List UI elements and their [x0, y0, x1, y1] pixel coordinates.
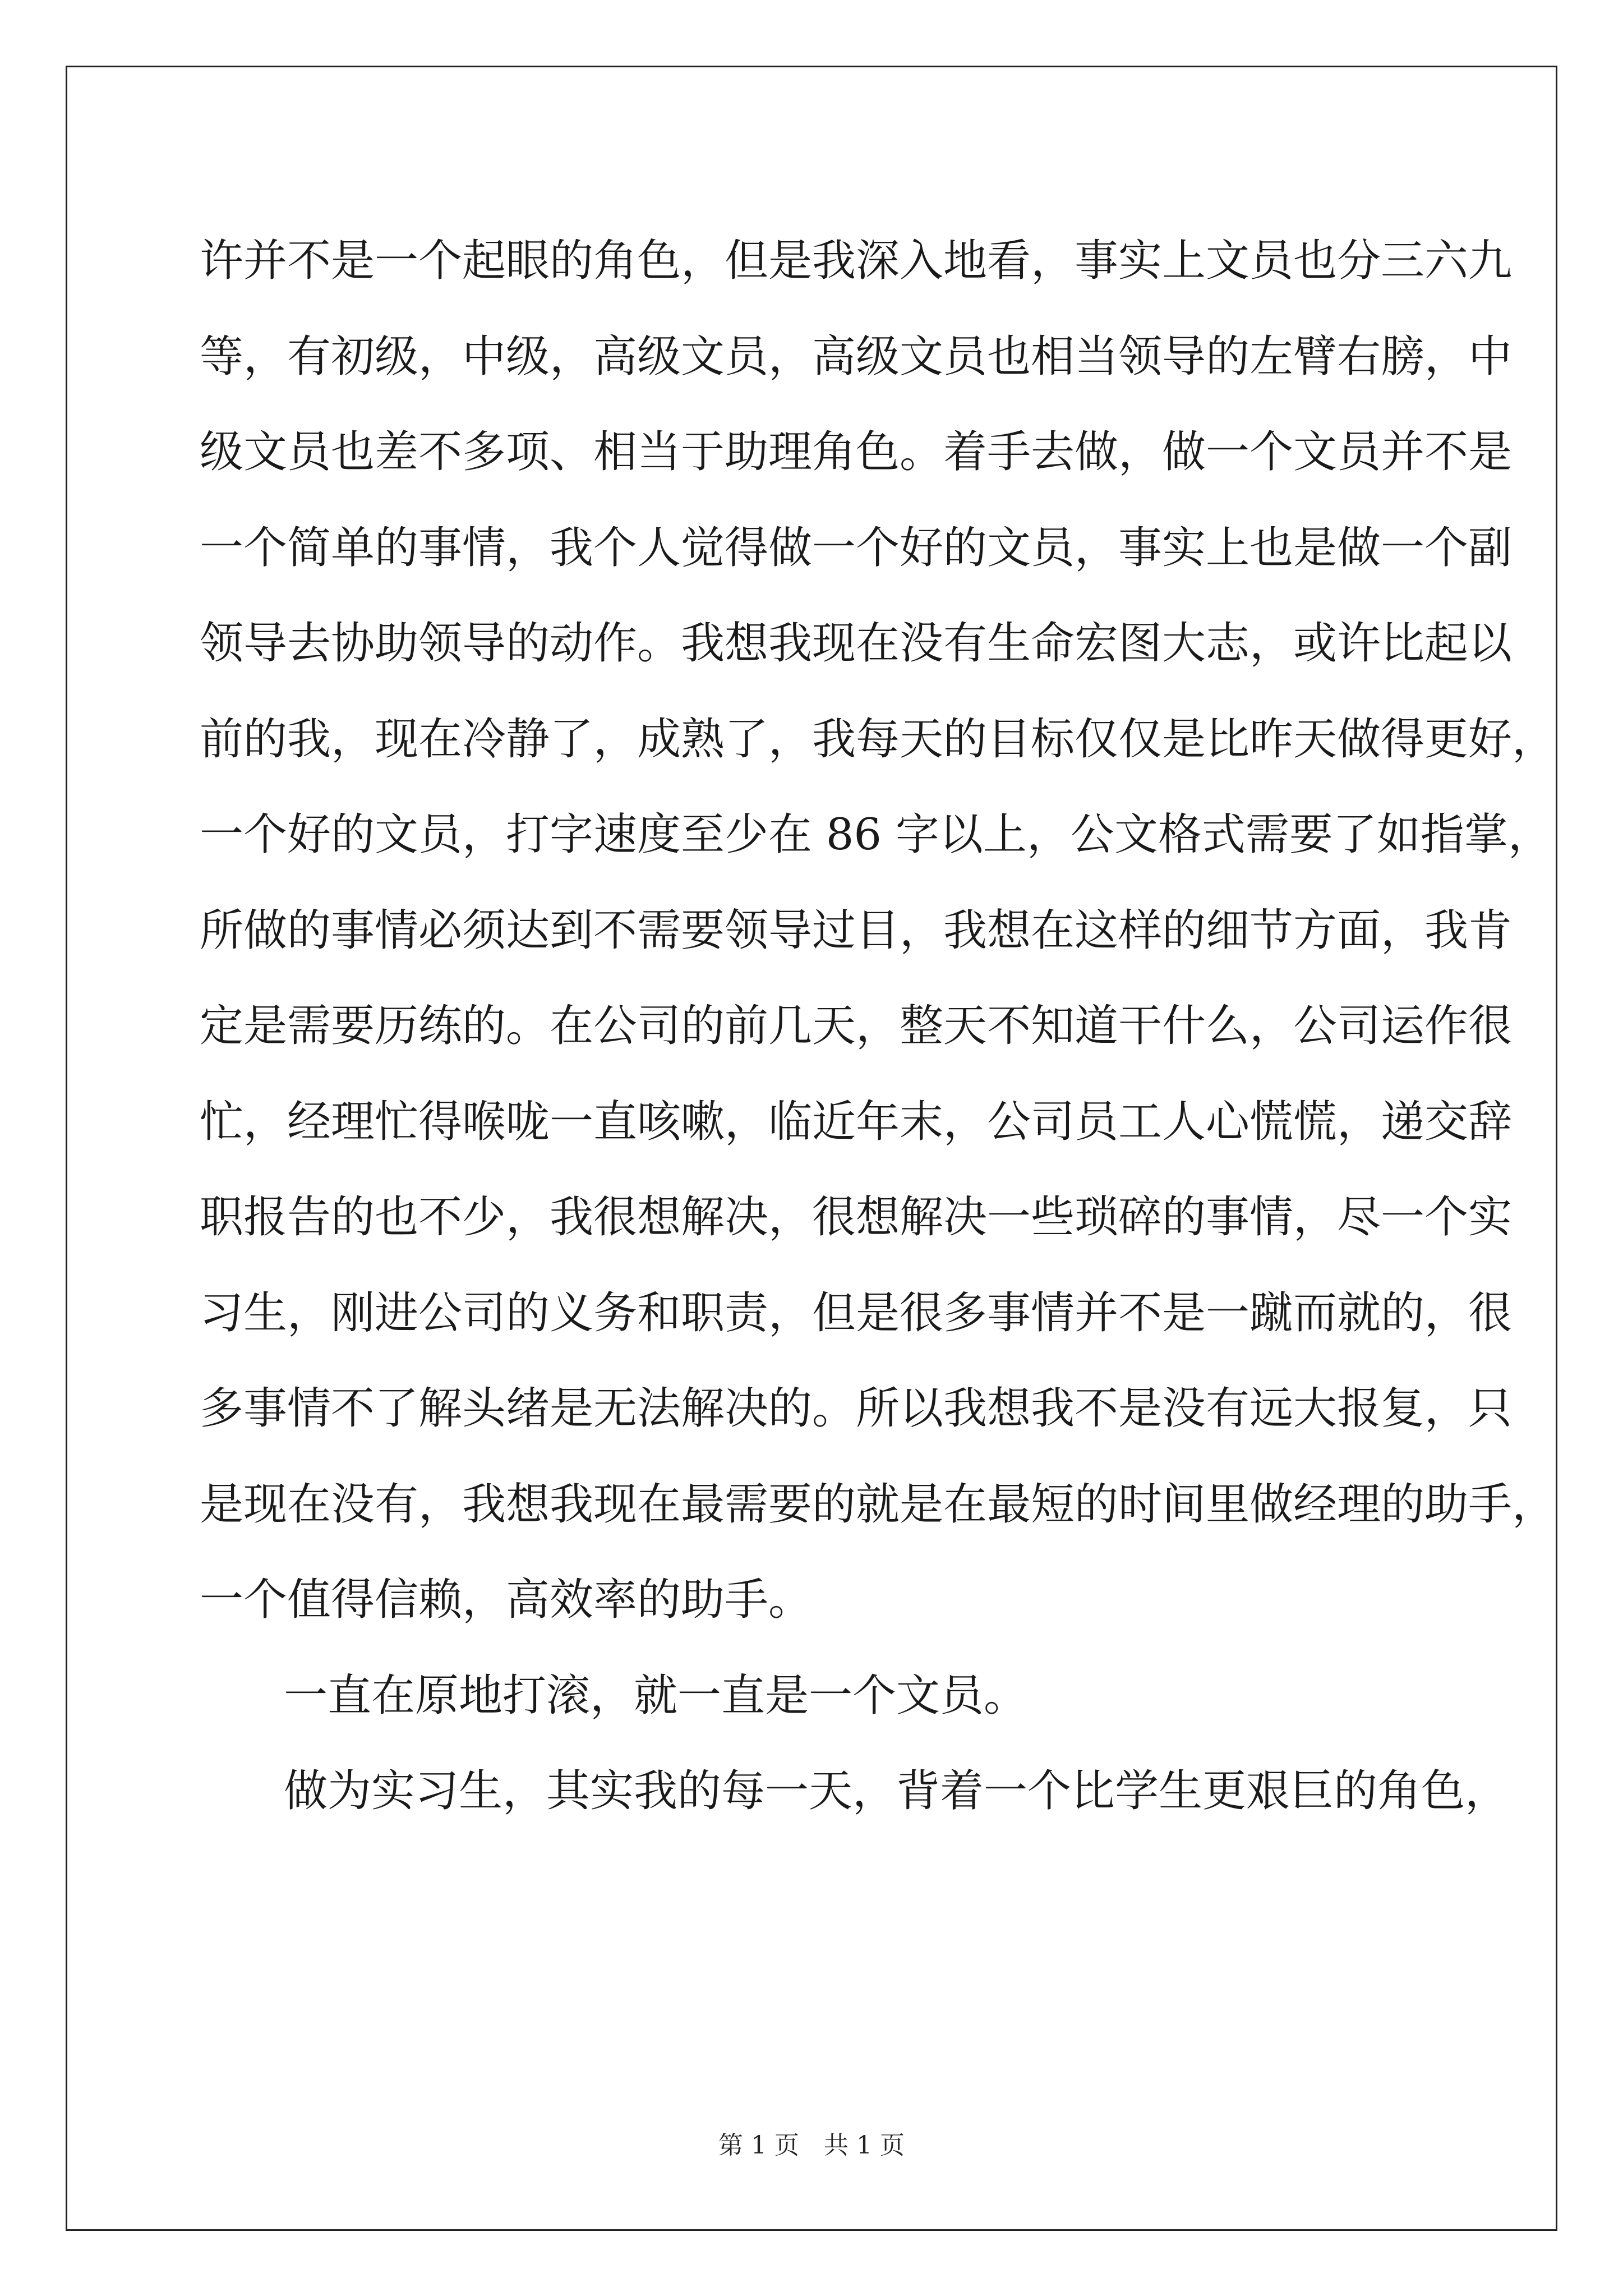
text-line: 前的我，现在冷静了，成熟了，我每天的目标仅仅是比昨天做得更好， [200, 714, 1556, 765]
document-body [200, 213, 1556, 1839]
paragraph-3: 做为实习生，其实我的每一天，背着一个比学生更艰巨的角色， [284, 1766, 1509, 1816]
page-number-footer: 第 1 页 共 1 页 [718, 2131, 905, 2160]
paragraph-2: 一直在原地打滚，就一直是一个文员。 [284, 1670, 1028, 1721]
text-line: 习生，刚进公司的义务和职责，但是很多事情并不是一蹴而就的，很 [200, 1287, 1513, 1338]
text-line: 一个简单的事情，我个人觉得做一个好的文员，事实上也是做一个副 [200, 522, 1513, 573]
text-line: 一个值得信赖，高效率的助手。 [200, 1575, 813, 1625]
text-line: 等，有初级，中级，高级文员，高级文员也相当领导的左臂右膀，中 [200, 331, 1513, 382]
text-line: 领导去协助领导的动作。我想我现在没有生命宏图大志，或许比起以 [200, 618, 1513, 669]
text-line: 职报告的也不少，我很想解决，很想解决一些琐碎的事情，尽一个实 [200, 1192, 1513, 1243]
text-line: 定是需要历练的。在公司的前几天，整天不知道干什么，公司运作很 [200, 1001, 1513, 1051]
text-line: 一个好的文员，打字速度至少在 86 字以上，公文格式需要了如指掌， [200, 809, 1552, 860]
text-line: 忙，经理忙得喉咙一直咳嗽，临近年末，公司员工人心慌慌，递交辞 [200, 1096, 1513, 1147]
text-line: 是现在没有，我想我现在最需要的就是在最短的时间里做经理的助手， [200, 1479, 1556, 1530]
text-line: 级文员也差不多项、相当于助理角色。着手去做，做一个文员并不是 [200, 427, 1513, 477]
text-line: 所做的事情必须达到不需要领导过目，我想在这样的细节方面，我肯 [200, 905, 1513, 956]
text-line: 许并不是一个起眼的角色，但是我深入地看，事实上文员也分三六九 [200, 236, 1513, 286]
text-line: 多事情不了解头绪是无法解决的。所以我想我不是没有远大报复，只 [200, 1383, 1513, 1434]
